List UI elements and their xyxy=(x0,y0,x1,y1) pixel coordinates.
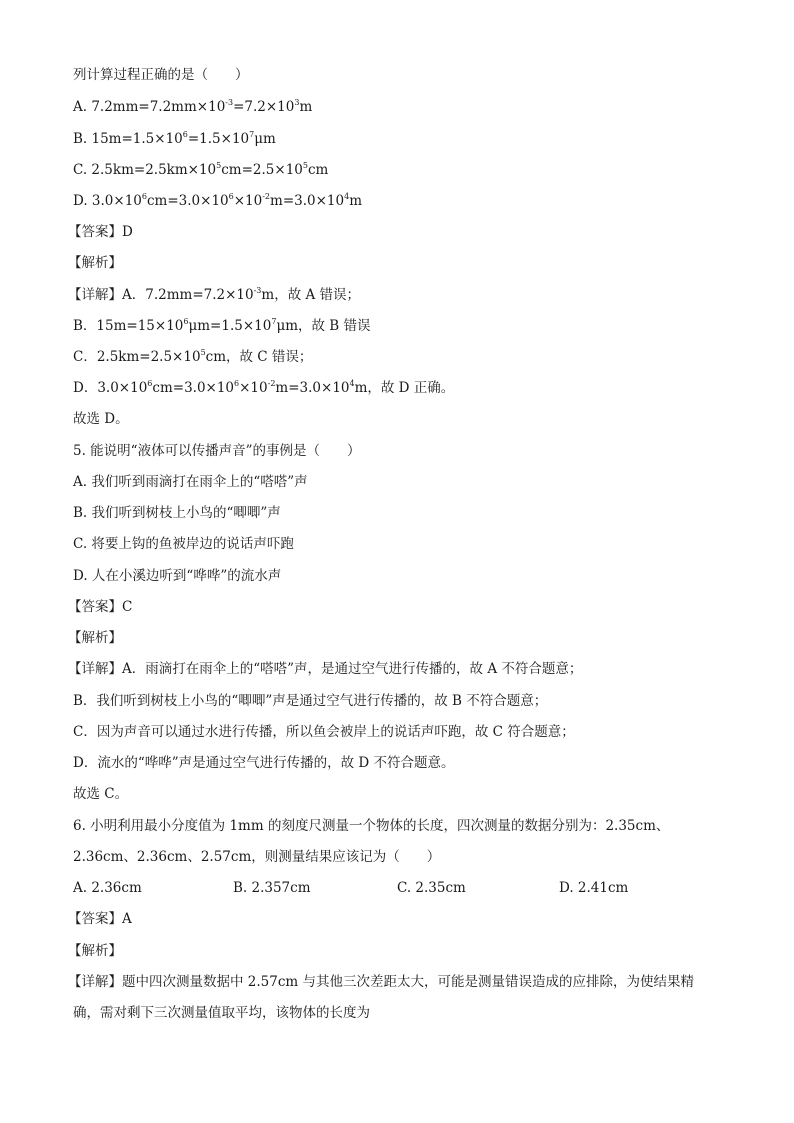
q6-detail-line-2: 确，需对剩下三次测量值取平均，该物体的长度为 xyxy=(73,1005,370,1021)
q5-option-a: A. 我们听到雨滴打在雨伞上的“嗒嗒”声 xyxy=(73,474,308,490)
q5-conclusion: 故选 C。 xyxy=(73,786,129,802)
q5-detail-c: C．因为声音可以通过水进行传播，所以鱼会被岸上的说话声吓跑，故 C 符合题意； xyxy=(73,724,575,740)
q6-stem-line-2: 2.36cm、2.36cm、2.57cm，则测量结果应该记为（ ） xyxy=(73,849,441,865)
q6-stem-line-1: 6. 小明利用最小分度值为 1mm 的刻度尺测量一个物体的长度，四次测量的数据分别为：2.35cm、 xyxy=(73,818,670,834)
q4-answer: 【答案】D xyxy=(68,224,133,240)
q5-stem: 5. 能说明“液体可以传播声音”的事例是（ ） xyxy=(73,443,361,459)
q6-option-c: C. 2.35cm xyxy=(397,880,466,896)
q6-answer: 【答案】A xyxy=(68,911,132,927)
q5-detail-b: B．我们听到树枝上小鸟的“唧唧”声是通过空气进行传播的，故 B 不符合题意； xyxy=(73,693,548,709)
q4-detail-d: D．$3.0\times 10^6cm=3.0\times 10^6\times 10^{-2}m=3.0\times 10^4m$，故 D 正确。 xyxy=(73,378,455,396)
q4-option-d: D. $3.0\times 10^6cm=3.0\times 10^6\times 10^{-2}m=3.0\times 10^4m$ xyxy=(73,191,362,209)
q5-answer: 【答案】C xyxy=(68,599,133,615)
q4-analysis-heading: 【解析】 xyxy=(68,255,122,271)
q4-conclusion: 故选 D。 xyxy=(73,411,129,427)
q5-option-b: B. 我们听到树枝上小鸟的“唧唧”声 xyxy=(73,505,281,521)
q5-analysis-heading: 【解析】 xyxy=(68,630,122,646)
q4-detail-b: B．$15m=15\times 10^6\mu m=1.5\times 10^7\mu m$，故 B 错误 xyxy=(73,316,371,334)
q6-option-b: B. 2.357cm xyxy=(233,880,311,896)
q5-option-d: D. 人在小溪边听到“哗哗”的流水声 xyxy=(73,568,282,584)
q4-stem: 列计算过程正确的是（ ） xyxy=(73,67,249,83)
q6-detail-line-1: 【详解】题中四次测量数据中 2.57cm 与其他三次差距太大，可能是测量错误造成的应排除，为使结果精 xyxy=(68,974,695,990)
q4-option-b: B. $15m=1.5\times 10^6=1.5\times 10^7\mu m$ xyxy=(73,129,276,147)
q5-option-c: C. 将要上钩的鱼被岸边的说话声吓跑 xyxy=(73,536,294,552)
q4-option-c: C. $2.5km=2.5km\times 10^5cm=2.5\times 10^5cm$ xyxy=(73,160,329,178)
q6-analysis-heading: 【解析】 xyxy=(68,943,122,959)
q4-detail-c: C．$2.5km=2.5\times 10^5cm$，故 C 错误； xyxy=(73,347,313,365)
q4-option-a: A. $7.2mm=7.2mm\times 10^{-3}=7.2\times 10^3m$ xyxy=(73,97,313,115)
q6-option-a: A. 2.36cm xyxy=(73,880,142,896)
q5-detail-a: 【详解】A．雨滴打在雨伞上的“嗒嗒”声，是通过空气进行传播的，故 A 不符合题意； xyxy=(68,661,583,677)
q6-options-row xyxy=(73,879,713,897)
q6-option-d: D. 2.41cm xyxy=(559,880,629,896)
q4-detail-a: 【详解】A．$7.2mm=7.2\times 10^{-3}m$，故 A 错误； xyxy=(68,285,361,303)
q5-detail-d: D．流水的“哗哗”声是通过空气进行传播的，故 D 不符合题意。 xyxy=(73,755,455,771)
